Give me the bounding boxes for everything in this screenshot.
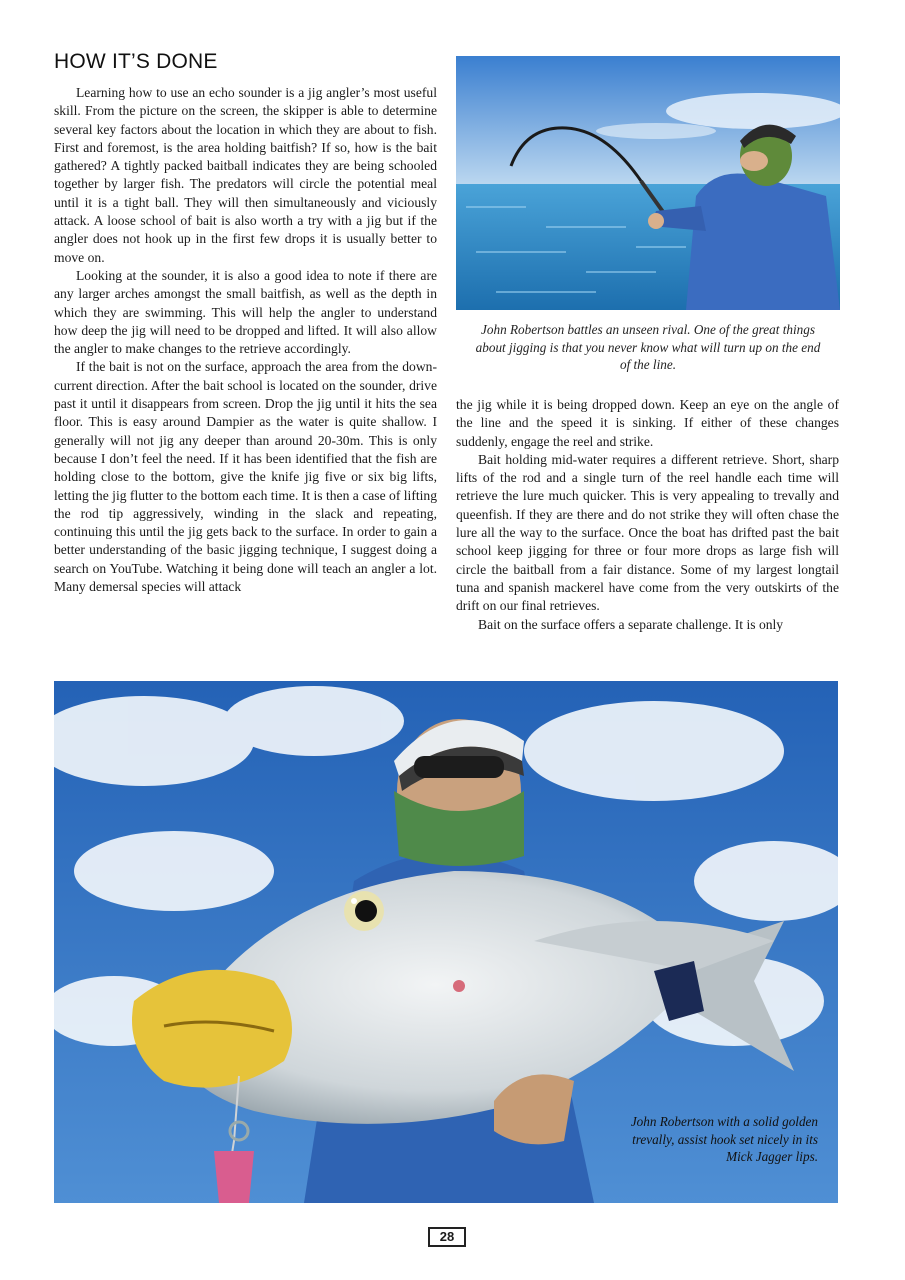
article-column-right — [456, 396, 839, 634]
page-number: 28 — [428, 1227, 466, 1247]
photo-angler-fighting-fish — [456, 56, 840, 310]
paragraph: the jig while it is being dropped down. Keep an eye on the angle of the line and the speed it is sinking. If either of these changes suddenly, engage the reel and strike. — [456, 397, 839, 449]
paragraph: If the bait is not on the surface, approach the area from the down-current direction. After the bait school is located on the sounder, drive past it until it disappears from screen. Drop the jig until it hits the sea floor. This is easy around Dampier as the water is quite shallow. I generally will not jig any deeper than around 20-30m. This is only because I don’t feel the need. If it has been identified that the fish are holding close to the bottom, give the knife jig five or six big lifts, letting the jig flutter to the bottom each time. It is then a case of lifting the rod tip aggressively, winding in the slack and repeating, continuing this until the jig gets back to the surface. In order to gain a better understanding of the basic jigging technique, I suggest doing a search on YouTube. Watching it being done will teach an angler a lot. Many demersal species will attack — [54, 359, 437, 595]
photo-caption-bottom: John Robertson with a solid golden trevally, assist hook set nicely in its Mick Jagger lips. — [630, 1114, 818, 1164]
paragraph: Learning how to use an echo sounder is a jig angler’s most useful skill. From the picture on the screen, the skipper is able to determine several key factors about the location in which they are about to fish. First and foremost, is the area holding baitfish? If so, how is the bait gathered? A tightly packed baitball indicates they are being schooled together by larger fish. The predators will circle the potential meal until it is a tight ball. They will then simultaneously and viciously attack. A loose school of bait is also worth a try with a jig but if the angler does not hook up in the first few drops it is usually better to move on. — [54, 85, 437, 265]
paragraph: Looking at the sounder, it is also a good idea to note if there are any larger arches amongst the small baitfish, as well as the depth in which they are swimming. This will help the angler to understand how deep the jig will need to be dropped and lifted. It will also allow the angler to make changes to the retrieve accordingly. — [54, 267, 437, 357]
photo-caption-top: John Robertson battles an unseen rival. One of the great things about jigging is that you never know what will turn up on the end of the line. — [475, 322, 821, 372]
section-heading: HOW IT’S DONE — [54, 50, 218, 73]
paragraph: Bait on the surface offers a separate challenge. It is only — [478, 616, 784, 632]
paragraph: Bait holding mid-water requires a different retrieve. Short, sharp lifts of the rod and a single turn of the reel handle each time will retrieve the lure much quicker. This is very appealing to trevally and queenfish. If they are there and do not strike they will often chase the lure all the way to the surface. Once the boat has drifted past the bait school keep jigging for three or four more drops as large fish will circle the baitball from a fair distance. Some of my largest longtail tuna and spanish mackerel have come from the very outskirts of the drift on our final retrieves. — [456, 451, 839, 614]
article-column-left — [54, 84, 437, 596]
